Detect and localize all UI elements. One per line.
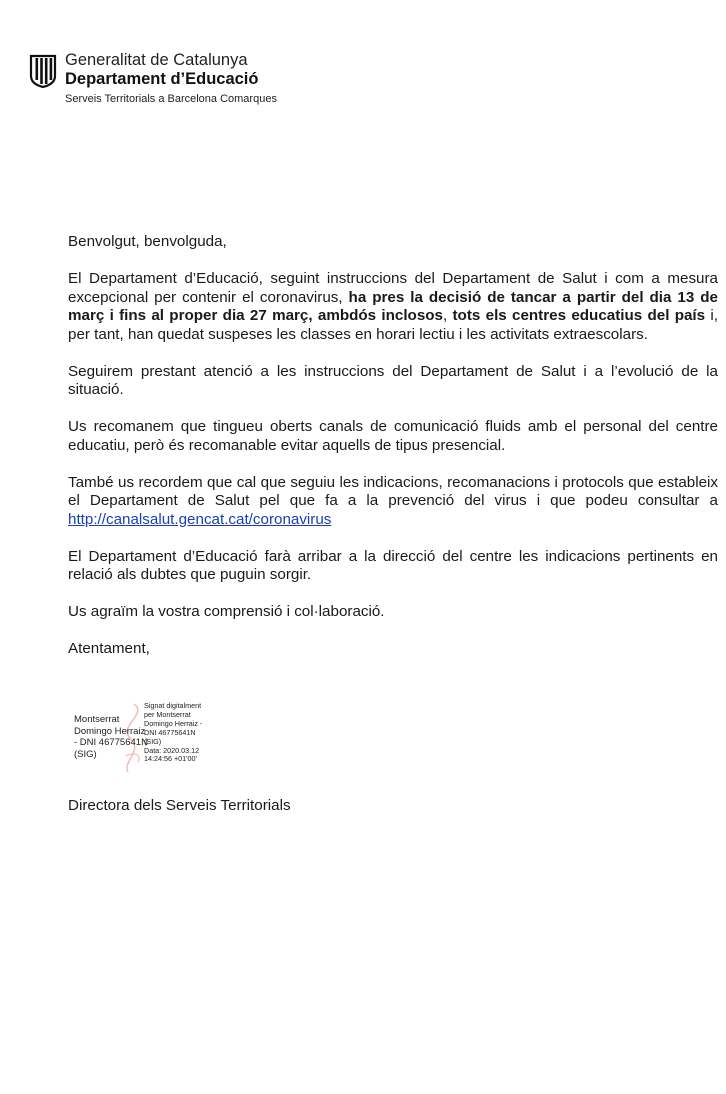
paragraph-2: Seguirem prestant atenció a les instruccions del Departament de Salut i a l’evolució de la situació. (68, 362, 718, 398)
signature-detail-line: 14:24:56 +01'00' (144, 754, 197, 764)
letter-body (68, 233, 718, 677)
signature-detail-line: Domingo Herraiz - (144, 718, 203, 728)
signature-detail-line: Data: 2020.03.12 (144, 745, 200, 755)
signature-detail-line: per Montserrat (144, 709, 191, 719)
canalsalut-link[interactable]: http://canalsalut.gencat.cat/coronavirus (68, 510, 332, 528)
p1-bold-dates: ha pres la decisió de tancar a partir del dia 13 de març i fins al proper dia 27 març, ambdós inclosos (68, 288, 718, 324)
p1-text-after: i, per tant, han quedat suspeses les classes en horari lectiu i les activitats extraescolars. (68, 307, 718, 343)
paragraph-4 (68, 474, 718, 530)
greeting: Benvolgut, benvolguda, (68, 233, 227, 250)
department-name: Departament d’Educació (65, 70, 259, 88)
signer-name-line: Domingo Herraiz (74, 725, 146, 737)
paragraph-6: Us agraïm la vostra comprensió i col·laboració. (68, 603, 385, 620)
org-name: Generalitat de Catalunya (65, 51, 248, 69)
paragraph-1 (68, 270, 718, 344)
generalitat-logo (27, 54, 59, 88)
paragraph-3: Us recomanem que tingueu oberts canals de comunicació fluids amb el personal del centre educatiu, però és recomanable evitar aquells de tipus presencial. (68, 418, 718, 454)
signature-detail-line: Signat digitalment (144, 701, 202, 710)
signer-name-line: - DNI 46775641N (74, 737, 148, 748)
digital-signature (74, 702, 244, 777)
p4-text-before: També us recordem que cal que seguiu les indicacions, recomanacions i protocols que estableix el Departament de Salut pel que fa a la prevenció del virus i que podeu consultar a (68, 473, 718, 509)
signer-title: Directora dels Serveis Territorials (68, 797, 291, 814)
p1-bold-centres: tots els centres educatius del país (452, 307, 706, 324)
organization-block (65, 51, 277, 106)
signer-name-line: (SIG) (74, 748, 97, 760)
closing-salutation: Atentament, (68, 640, 150, 657)
signature-details (144, 702, 202, 764)
signer-name (74, 714, 148, 760)
p1-comma: , (443, 307, 453, 324)
signature-detail-line: DNI 46775641N (144, 727, 196, 737)
signer-name-line: Montserrat (74, 714, 120, 725)
signature-detail-line: (SIG) (144, 736, 162, 746)
subunit-name: Serveis Territorials a Barcelona Comarques (65, 93, 277, 105)
p1-text-before: El Departament d’Educació, seguint instruccions del Departament de Salut i com a mesura excepcional per contenir el coronavirus, (68, 270, 718, 306)
paragraph-5: El Departament d’Educació farà arribar a la direcció del centre les indicacions pertinents en relació als dubtes que puguin sorgir. (68, 547, 718, 583)
